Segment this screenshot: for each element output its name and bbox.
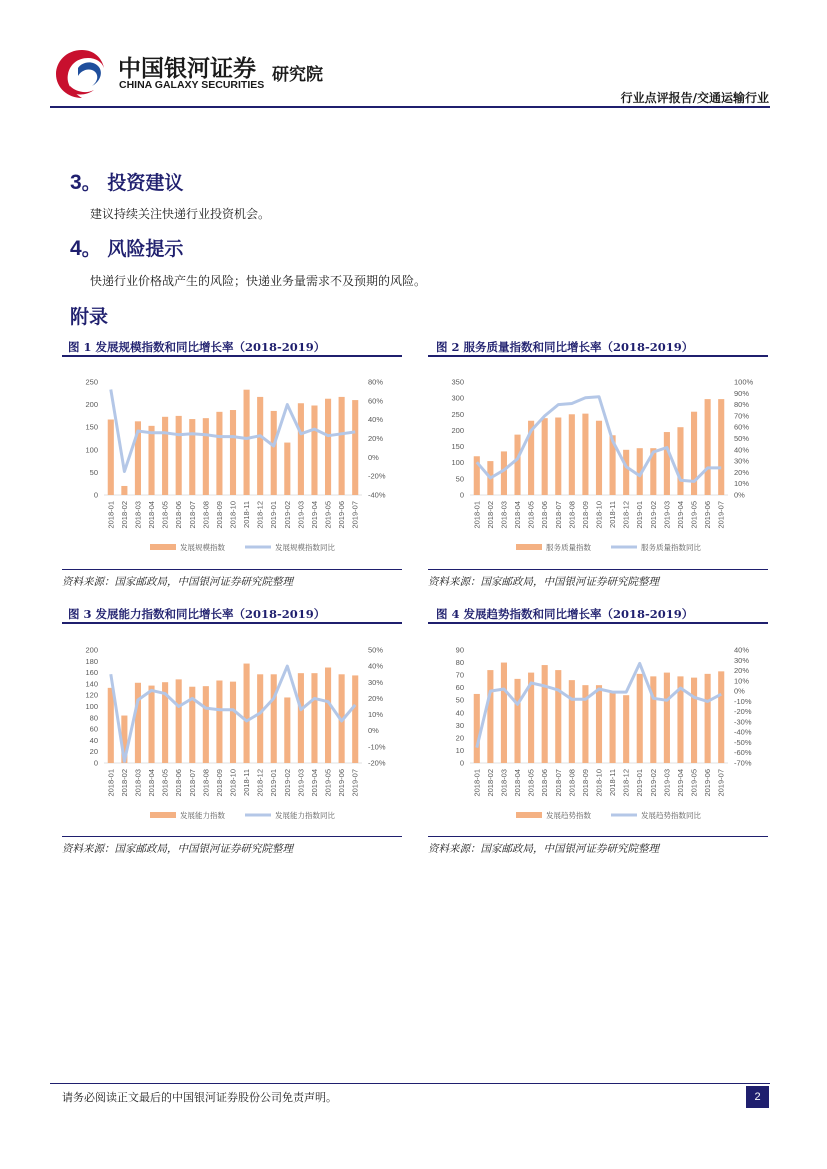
left-axis-tick: 30 <box>455 720 464 730</box>
legend-line-label: 发展趋势指数同比 <box>641 811 701 820</box>
footer-disclaimer: 请务必阅读正文最后的中国银河证券股份公司免责声明。 <box>62 1091 337 1104</box>
bar-2018-08 <box>203 686 209 763</box>
bar-2018-12 <box>257 674 263 763</box>
bar-2018-03 <box>501 451 507 495</box>
x-axis-label: 2018-02 <box>485 769 495 797</box>
bar-2018-07 <box>555 670 561 763</box>
legend-bar-swatch <box>516 544 542 550</box>
bar-2019-01 <box>271 674 277 763</box>
figure-2-bottom-rule <box>428 569 768 570</box>
left-axis-tick: 0 <box>459 758 464 768</box>
x-axis-label: 2018-04 <box>147 769 157 797</box>
legend-bar-label: 发展能力指数 <box>180 811 225 820</box>
left-axis-tick: 120 <box>85 690 98 700</box>
right-axis-tick: -30% <box>734 717 752 727</box>
x-axis-label: 2018-10 <box>594 769 604 797</box>
right-axis-tick: 0% <box>734 490 745 500</box>
figure-2-source: 资料来源：国家邮政局，中国银河证券研究院整理 <box>428 576 659 588</box>
bar-2018-11 <box>244 664 250 763</box>
bar-2018-08 <box>203 418 209 495</box>
figure-3-top-rule <box>62 622 402 624</box>
left-axis-tick: 100 <box>451 458 464 468</box>
bar-2018-04 <box>148 426 154 495</box>
bar-2019-05 <box>691 678 697 763</box>
bar-2019-01 <box>271 411 277 495</box>
x-axis-label: 2019-05 <box>689 769 699 797</box>
legend-bar-label: 发展规模指数 <box>180 543 225 552</box>
section-3-heading: 3。 投资建议 <box>70 171 184 194</box>
x-axis-label: 2018-12 <box>621 501 631 529</box>
bar-2018-12 <box>257 397 263 495</box>
bar-2019-07 <box>718 399 724 495</box>
figure-3-title: 图 3 发展能力指数和同比增长率（2018-2019） <box>68 607 326 621</box>
legend-bar-swatch <box>150 812 176 818</box>
bar-2019-05 <box>325 668 331 763</box>
right-axis-tick: 40% <box>368 661 384 671</box>
x-axis-label: 2019-02 <box>282 769 292 797</box>
bar-2019-06 <box>705 399 711 495</box>
right-axis-tick: -10% <box>734 696 752 706</box>
right-axis-tick: 100% <box>734 377 754 387</box>
x-axis-label: 2018-03 <box>133 769 143 797</box>
right-axis-tick: 80% <box>368 377 384 387</box>
bar-2018-02 <box>487 670 493 763</box>
figure-2-chart <box>428 362 768 567</box>
x-axis-label: 2018-12 <box>255 769 265 797</box>
section-4-body: 快递行业价格战产生的风险；快递业务量需求不及预期的风险。 <box>90 274 427 288</box>
right-axis-tick: -70% <box>734 758 752 768</box>
right-axis-tick: 0% <box>368 452 379 462</box>
bar-2019-02 <box>284 443 290 495</box>
figure-2-top-rule <box>428 355 768 357</box>
left-axis-tick: 150 <box>85 422 98 432</box>
x-axis-label: 2018-10 <box>594 501 604 529</box>
left-axis-tick: 80 <box>455 658 464 668</box>
bar-2018-08 <box>569 414 575 495</box>
figure-4-title: 图 4 发展趋势指数和同比增长率（2018-2019） <box>436 607 694 621</box>
bar-2018-03 <box>135 683 141 763</box>
x-axis-label: 2018-09 <box>214 501 224 529</box>
right-axis-tick: -20% <box>368 471 386 481</box>
x-axis-label: 2018-05 <box>526 501 536 529</box>
x-axis-label: 2019-06 <box>337 501 347 529</box>
bar-2018-03 <box>501 663 507 763</box>
x-axis-label: 2019-05 <box>323 501 333 529</box>
right-axis-tick: 90% <box>734 388 750 398</box>
x-axis-label: 2019-07 <box>716 769 726 797</box>
bar-2018-04 <box>514 435 520 495</box>
figure-1-title: 图 1 发展规模指数和同比增长率（2018-2019） <box>68 340 326 354</box>
left-axis-tick: 70 <box>455 670 464 680</box>
galaxy-logo-icon <box>52 46 112 102</box>
right-axis-tick: -10% <box>368 742 386 752</box>
x-axis-label: 2018-06 <box>540 769 550 797</box>
x-axis-label: 2019-02 <box>648 501 658 529</box>
x-axis-label: 2018-05 <box>160 501 170 529</box>
x-axis-label: 2018-03 <box>499 769 509 797</box>
header-divider <box>50 106 770 108</box>
left-axis-tick: 0 <box>93 758 98 768</box>
right-axis-tick: 30% <box>368 677 384 687</box>
x-axis-label: 2018-11 <box>608 769 618 796</box>
x-axis-label: 2018-01 <box>106 769 116 797</box>
x-axis-label: 2019-01 <box>635 501 645 529</box>
legend-line-label: 发展能力指数同比 <box>275 811 335 820</box>
x-axis-label: 2019-04 <box>309 769 319 797</box>
bar-2019-03 <box>664 432 670 495</box>
bar-2019-05 <box>325 399 331 495</box>
bar-2018-12 <box>623 695 629 763</box>
bar-2018-09 <box>216 681 222 763</box>
institute-label: 研究院 <box>272 65 323 85</box>
bar-2018-04 <box>514 679 520 763</box>
bar-2018-10 <box>596 421 602 495</box>
bar-2019-07 <box>352 400 358 495</box>
bar-2019-02 <box>284 697 290 763</box>
right-axis-tick: 10% <box>368 710 384 720</box>
x-axis-label: 2018-09 <box>214 769 224 797</box>
x-axis-label: 2018-09 <box>580 769 590 797</box>
x-axis-label: 2018-02 <box>119 769 129 797</box>
right-axis-tick: 20% <box>368 693 384 703</box>
left-axis-tick: 40 <box>455 708 464 718</box>
bar-2019-03 <box>664 673 670 763</box>
x-axis-label: 2019-07 <box>350 769 360 797</box>
bar-2019-04 <box>311 673 317 763</box>
x-axis-label: 2018-11 <box>242 769 252 796</box>
x-axis-label: 2018-06 <box>174 769 184 797</box>
bar-2018-06 <box>176 416 182 495</box>
x-axis-label: 2019-06 <box>703 769 713 797</box>
x-axis-label: 2019-06 <box>703 501 713 529</box>
x-axis-label: 2018-08 <box>567 769 577 797</box>
figure-1-chart <box>62 362 402 567</box>
left-axis-tick: 50 <box>455 474 464 484</box>
left-axis-tick: 90 <box>455 645 464 655</box>
x-axis-label: 2018-01 <box>472 769 482 797</box>
bar-2019-03 <box>298 673 304 763</box>
bar-2018-06 <box>542 665 548 763</box>
right-axis-tick: -50% <box>734 737 752 747</box>
figure-3-bottom-rule <box>62 836 402 837</box>
x-axis-label: 2019-03 <box>296 501 306 529</box>
bar-2018-01 <box>474 694 480 763</box>
x-axis-label: 2018-07 <box>553 501 563 529</box>
figure-1-top-rule <box>62 355 402 357</box>
left-axis-tick: 60 <box>89 724 98 734</box>
bar-2018-12 <box>623 450 629 495</box>
figure-3-source: 资料来源：国家邮政局，中国银河证券研究院整理 <box>62 843 293 855</box>
bar-2018-09 <box>582 414 588 495</box>
x-axis-label: 2018-08 <box>201 501 211 529</box>
logo-english-name: CHINA GALAXY SECURITIES <box>119 79 265 91</box>
right-axis-tick: 20% <box>734 467 750 477</box>
section-3-title: 投资建议 <box>107 172 184 194</box>
x-axis-label: 2018-12 <box>255 501 265 529</box>
x-axis-label: 2018-09 <box>580 501 590 529</box>
section-3-number: 3 <box>70 171 82 194</box>
logo-chinese-name: 中国银河证券 <box>118 56 256 82</box>
x-axis-label: 2018-05 <box>526 769 536 797</box>
right-axis-tick: 40% <box>368 415 384 425</box>
x-axis-label: 2018-10 <box>228 769 238 797</box>
left-axis-tick: 20 <box>455 733 464 743</box>
x-axis-label: 2019-02 <box>282 501 292 529</box>
bar-2018-10 <box>596 685 602 763</box>
x-axis-label: 2019-03 <box>662 501 672 529</box>
left-axis-tick: 200 <box>85 645 98 655</box>
right-axis-tick: 40% <box>734 445 750 455</box>
legend-line-label: 服务质量指数同比 <box>641 543 701 552</box>
right-axis-tick: 60% <box>368 396 384 406</box>
right-axis-tick: 30% <box>734 655 750 665</box>
bar-2019-06 <box>705 674 711 763</box>
x-axis-label: 2019-04 <box>675 769 685 797</box>
right-axis-tick: 0% <box>368 726 379 736</box>
legend-line-label: 发展规模指数同比 <box>275 543 335 552</box>
x-axis-label: 2019-01 <box>269 501 279 529</box>
bar-2018-06 <box>176 679 182 763</box>
right-axis-tick: 60% <box>734 422 750 432</box>
x-axis-label: 2018-07 <box>553 769 563 797</box>
section-3-body: 建议持续关注快递行业投资机会。 <box>90 207 271 221</box>
bar-2018-06 <box>542 418 548 495</box>
bar-2018-10 <box>230 682 236 763</box>
x-axis-label: 2018-04 <box>147 501 157 529</box>
right-axis-tick: 20% <box>734 666 750 676</box>
right-axis-tick: 50% <box>734 434 750 443</box>
x-axis-label: 2018-01 <box>472 501 482 529</box>
x-axis-label: 2018-07 <box>187 501 197 529</box>
right-axis-tick: 20% <box>368 434 384 443</box>
right-axis-tick: 30% <box>734 456 750 466</box>
appendix-heading: 附录 <box>70 306 109 328</box>
figure-3-chart <box>62 630 402 835</box>
bar-2018-02 <box>121 486 127 495</box>
company-logo <box>52 46 352 102</box>
left-axis-tick: 250 <box>85 377 98 387</box>
bar-2019-04 <box>311 406 317 495</box>
left-axis-tick: 250 <box>451 409 464 419</box>
bar-2019-04 <box>677 427 683 495</box>
bar-2018-10 <box>230 410 236 495</box>
legend-bar-label: 发展趋势指数 <box>546 811 591 820</box>
x-axis-label: 2018-10 <box>228 501 238 529</box>
left-axis-tick: 0 <box>93 490 98 500</box>
legend-bar-label: 服务质量指数 <box>546 543 591 552</box>
right-axis-tick: 40% <box>734 645 750 655</box>
bar-2018-05 <box>162 417 168 495</box>
bar-2018-09 <box>216 412 222 495</box>
x-axis-label: 2018-05 <box>160 769 170 797</box>
left-axis-tick: 50 <box>89 467 98 477</box>
left-axis-tick: 140 <box>85 679 98 689</box>
left-axis-tick: 20 <box>89 747 98 757</box>
x-axis-label: 2018-02 <box>119 501 129 529</box>
x-axis-label: 2018-08 <box>201 769 211 797</box>
x-axis-label: 2019-04 <box>675 501 685 529</box>
left-axis-tick: 0 <box>459 490 464 500</box>
x-axis-label: 2018-01 <box>106 501 116 529</box>
right-axis-tick: 80% <box>734 400 750 410</box>
bar-2018-07 <box>189 419 195 495</box>
figure-1-source: 资料来源：国家邮政局，中国银河证券研究院整理 <box>62 576 293 588</box>
bar-2018-07 <box>555 418 561 495</box>
x-axis-label: 2018-04 <box>513 501 523 529</box>
x-axis-label: 2018-04 <box>513 769 523 797</box>
left-axis-tick: 200 <box>451 425 464 435</box>
left-axis-tick: 80 <box>89 713 98 723</box>
bar-2019-03 <box>298 403 304 495</box>
bar-2018-04 <box>148 686 154 763</box>
page-number: 2 <box>746 1086 769 1108</box>
x-axis-label: 2018-07 <box>187 769 197 797</box>
section-4-title: 风险提示 <box>107 238 184 260</box>
left-axis-tick: 60 <box>455 683 464 693</box>
left-axis-tick: 50 <box>455 695 464 705</box>
right-axis-tick: 70% <box>734 411 750 421</box>
left-axis-tick: 40 <box>89 735 98 745</box>
x-axis-label: 2018-11 <box>242 501 252 528</box>
right-axis-tick: -60% <box>734 748 752 758</box>
bar-2018-01 <box>474 456 480 495</box>
x-axis-label: 2019-07 <box>350 501 360 529</box>
right-axis-tick: -40% <box>734 727 752 737</box>
right-axis-tick: 0% <box>734 686 745 696</box>
left-axis-tick: 160 <box>85 668 98 678</box>
right-axis-tick: -20% <box>734 707 752 717</box>
figure-4-source: 资料来源：国家邮政局，中国银河证券研究院整理 <box>428 843 659 855</box>
section-4-number: 4 <box>70 237 82 260</box>
legend-bar-swatch <box>516 812 542 818</box>
x-axis-label: 2019-01 <box>635 769 645 797</box>
x-axis-label: 2018-06 <box>174 501 184 529</box>
section-4-heading: 4。 风险提示 <box>70 237 184 260</box>
right-axis-tick: 10% <box>734 676 750 686</box>
x-axis-label: 2018-06 <box>540 501 550 529</box>
left-axis-tick: 100 <box>85 445 98 455</box>
bar-2018-11 <box>244 390 250 495</box>
figure-4-chart <box>428 630 768 835</box>
x-axis-label: 2019-03 <box>662 769 672 797</box>
bar-2019-07 <box>352 675 358 763</box>
right-axis-tick: -20% <box>368 758 386 768</box>
right-axis-tick: 50% <box>368 645 384 655</box>
left-axis-tick: 300 <box>451 393 464 403</box>
left-axis-tick: 10 <box>455 745 464 755</box>
x-axis-label: 2019-07 <box>716 501 726 529</box>
bar-2018-08 <box>569 680 575 763</box>
right-axis-tick: -40% <box>368 490 386 500</box>
x-axis-label: 2019-02 <box>648 769 658 797</box>
bar-2018-01 <box>108 420 114 495</box>
x-axis-label: 2019-06 <box>337 769 347 797</box>
figure-4-top-rule <box>428 622 768 624</box>
left-axis-tick: 150 <box>451 442 464 452</box>
footer-divider <box>50 1083 770 1084</box>
x-axis-label: 2018-03 <box>499 501 509 529</box>
bar-2019-07 <box>718 671 724 763</box>
bar-2019-01 <box>637 674 643 763</box>
x-axis-label: 2019-01 <box>269 769 279 797</box>
x-axis-label: 2018-08 <box>567 501 577 529</box>
right-axis-tick: 10% <box>734 479 750 489</box>
figure-4-bottom-rule <box>428 836 768 837</box>
left-axis-tick: 100 <box>85 702 98 711</box>
bar-2018-11 <box>610 693 616 763</box>
figure-1-bottom-rule <box>62 569 402 570</box>
x-axis-label: 2019-04 <box>309 501 319 529</box>
left-axis-tick: 200 <box>85 400 98 410</box>
x-axis-label: 2018-02 <box>485 501 495 529</box>
x-axis-label: 2019-05 <box>323 769 333 797</box>
x-axis-label: 2019-05 <box>689 501 699 529</box>
legend-bar-swatch <box>150 544 176 550</box>
x-axis-label: 2019-03 <box>296 769 306 797</box>
x-axis-label: 2018-12 <box>621 769 631 797</box>
bar-2018-01 <box>108 688 114 763</box>
report-type: 行业点评报告/交通运输行业 <box>620 91 769 105</box>
x-axis-label: 2018-11 <box>608 501 618 528</box>
bar-2019-06 <box>339 397 345 495</box>
x-axis-label: 2018-03 <box>133 501 143 529</box>
left-axis-tick: 180 <box>85 656 98 666</box>
left-axis-tick: 350 <box>451 377 464 387</box>
figure-2-title: 图 2 服务质量指数和同比增长率（2018-2019） <box>436 340 694 354</box>
